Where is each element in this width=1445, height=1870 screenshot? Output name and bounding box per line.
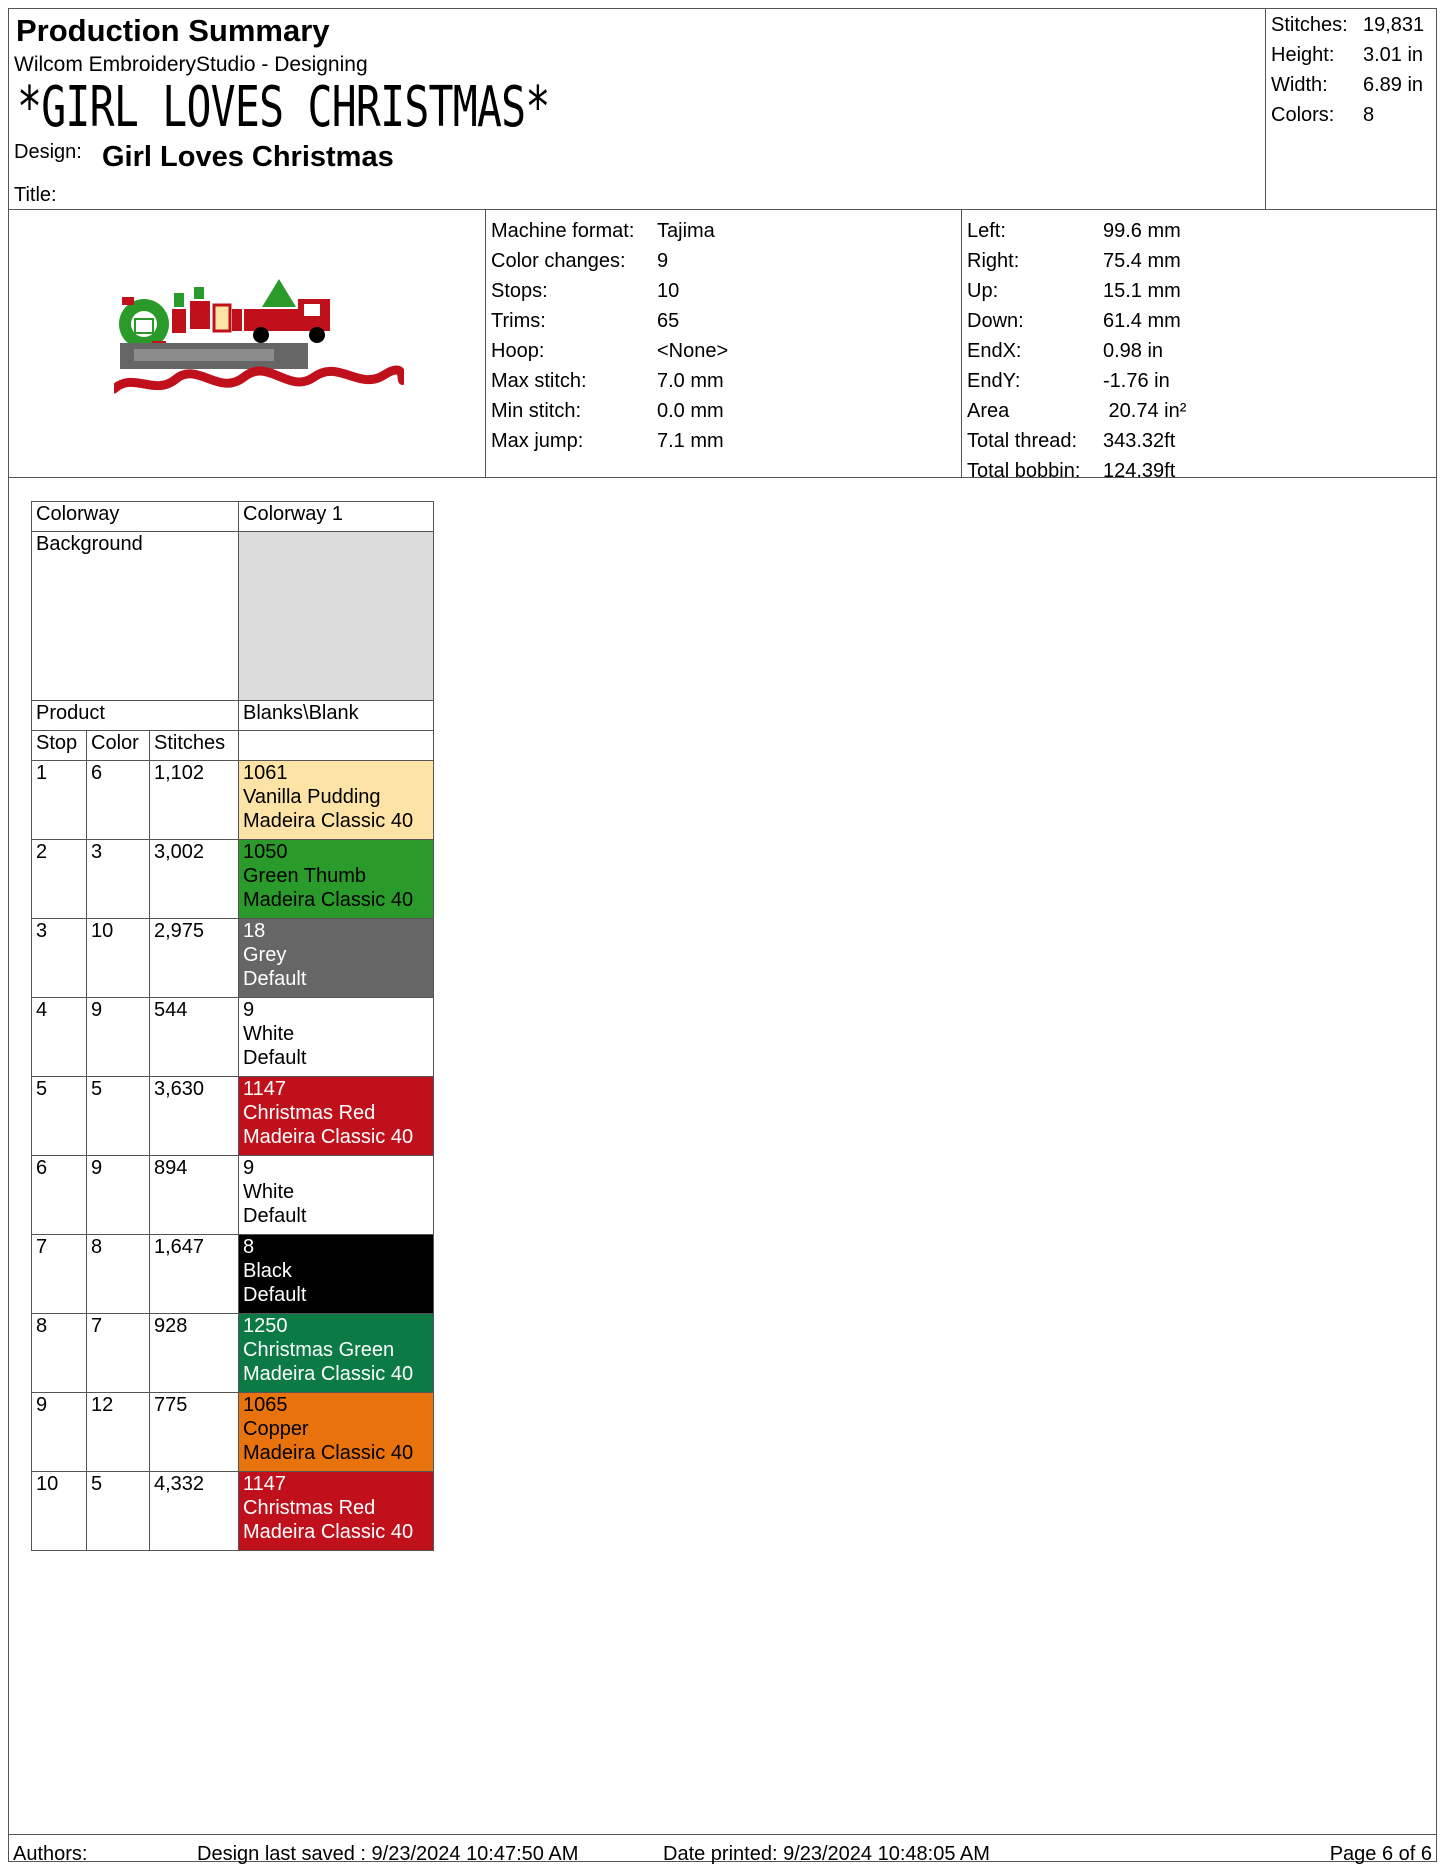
info-rule: [9, 477, 1436, 478]
thread-name: Black: [243, 1260, 292, 1282]
thread-code: 9: [243, 999, 255, 1021]
extent-row: Up: 15.1 mm: [967, 280, 1181, 302]
thread-name: Christmas Green: [243, 1339, 395, 1361]
column-header-color: Color: [87, 731, 150, 761]
color-cell: 5: [87, 1077, 150, 1156]
color-cell: 12: [87, 1393, 150, 1472]
stitches-cell: 3,630: [150, 1077, 239, 1156]
design-banner: *GIRL LOVES CHRISTMAS*: [17, 75, 550, 140]
thread-name: Christmas Red: [243, 1497, 376, 1519]
machine-row: Max stitch: 7.0 mm: [491, 370, 724, 392]
thread-swatch: [239, 1472, 434, 1551]
machine-row: Max jump: 7.1 mm: [491, 430, 724, 452]
color-cell: 6: [87, 761, 150, 840]
stitches-cell: 2,975: [150, 919, 239, 998]
thread-row: [32, 1472, 434, 1551]
thread-rows: [32, 761, 434, 1551]
colorway-label: Colorway: [32, 502, 239, 532]
column-header-thread: [239, 731, 434, 761]
color-cell: 7: [87, 1314, 150, 1393]
color-cell: 8: [87, 1235, 150, 1314]
thread-row: [32, 1156, 434, 1235]
color-cell: 5: [87, 1472, 150, 1551]
column-header-row: [32, 731, 434, 761]
application-name: Wilcom EmbroideryStudio - Designing: [14, 53, 368, 76]
stats-divider: [961, 209, 962, 477]
stitches-cell: 775: [150, 1393, 239, 1472]
thread-name: Vanilla Pudding: [243, 786, 381, 808]
stop-cell: 6: [32, 1156, 87, 1235]
stop-cell: 10: [32, 1472, 87, 1551]
thread-swatch: [239, 840, 434, 919]
stop-cell: 7: [32, 1235, 87, 1314]
column-header-stop: Stop: [32, 731, 87, 761]
stop-cell: 1: [32, 761, 87, 840]
extent-row: Total thread: 343.32ft: [967, 430, 1176, 452]
stop-cell: 9: [32, 1393, 87, 1472]
thread-brand: Default: [243, 968, 307, 990]
footer-authors: Authors:: [13, 1843, 88, 1865]
design-name: Girl Loves Christmas: [102, 141, 394, 173]
thread-code: 1147: [243, 1078, 287, 1100]
thread-brand: Madeira Classic 40: [243, 1521, 414, 1543]
extent-row: Left: 99.6 mm: [967, 220, 1181, 242]
colorway-name: Colorway 1: [239, 502, 434, 532]
thread-swatch: [239, 998, 434, 1077]
summary-block: [1271, 10, 1424, 130]
product-value: Blanks\Blank: [239, 701, 434, 731]
thread-brand: Madeira Classic 40: [243, 810, 414, 832]
thread-brand: Madeira Classic 40: [243, 1363, 414, 1385]
stop-cell: 3: [32, 919, 87, 998]
design-preview-image: [114, 279, 404, 419]
stitches-cell: 544: [150, 998, 239, 1077]
design-label: Design:: [14, 141, 82, 163]
extent-row: Right: 75.4 mm: [967, 250, 1181, 272]
preview-script: [114, 370, 404, 389]
thread-row: [32, 1235, 434, 1314]
thread-row: [32, 998, 434, 1077]
thread-name: White: [243, 1181, 295, 1203]
thread-row: [32, 761, 434, 840]
thread-brand: Default: [243, 1047, 307, 1069]
thread-code: 1147: [243, 1473, 287, 1495]
thread-swatch: [239, 761, 434, 840]
extent-row: EndY: -1.76 in: [967, 370, 1170, 392]
title-label: Title:: [14, 184, 57, 206]
stitches-cell: 1,102: [150, 761, 239, 840]
thread-code: 8: [243, 1236, 255, 1258]
machine-row: Stops: 10: [491, 280, 680, 302]
thread-code: 18: [243, 920, 266, 942]
stitches-cell: 894: [150, 1156, 239, 1235]
footer-rule: [9, 1834, 1436, 1835]
stop-cell: 2: [32, 840, 87, 919]
production-summary-page: [8, 8, 1437, 1865]
footer-date-printed: Date printed: 9/23/2024 10:48:05 AM: [663, 1843, 990, 1865]
extent-row: Area 20.74 in²: [967, 400, 1187, 422]
background-row: [32, 532, 434, 701]
color-cell: 9: [87, 998, 150, 1077]
thread-code: 1050: [243, 841, 288, 863]
machine-row: Hoop: <None>: [491, 340, 729, 362]
summary-row: Width: 6.89 in: [1271, 74, 1424, 96]
color-cell: 10: [87, 919, 150, 998]
thread-name: Grey: [243, 944, 287, 966]
colorway-table: [31, 501, 434, 1551]
summary-row: Stitches: 19,831: [1271, 14, 1425, 36]
machine-row: Color changes: 9: [491, 250, 669, 272]
machine-row: Min stitch: 0.0 mm: [491, 400, 724, 422]
footer-page-number: Page 6 of 6: [1329, 1843, 1432, 1865]
extent-row: EndX: 0.98 in: [967, 340, 1164, 362]
color-cell: 9: [87, 1156, 150, 1235]
colorway-row: [32, 502, 434, 532]
summary-row: Height: 3.01 in: [1271, 44, 1424, 66]
thread-swatch: [239, 1393, 434, 1472]
thread-row: [32, 919, 434, 998]
thread-code: 9: [243, 1157, 255, 1179]
thread-code: 1061: [243, 762, 288, 784]
thread-brand: Madeira Classic 40: [243, 1442, 414, 1464]
thread-row: [32, 1077, 434, 1156]
thread-row: [32, 1314, 434, 1393]
preview-tree: [262, 279, 296, 307]
background-swatch: [239, 532, 434, 701]
thread-row: [32, 1393, 434, 1472]
thread-brand: Default: [243, 1205, 307, 1227]
stop-cell: 4: [32, 998, 87, 1077]
preview-truck: [244, 309, 302, 331]
thread-name: Copper: [243, 1418, 309, 1440]
thread-brand: Default: [243, 1284, 307, 1306]
footer-last-saved: Design last saved : 9/23/2024 10:47:50 AM: [197, 1843, 579, 1865]
product-row: [32, 701, 434, 731]
extent-row: Total bobbin: 124.39ft: [967, 460, 1176, 482]
thread-code: 1250: [243, 1315, 288, 1337]
stop-cell: 8: [32, 1314, 87, 1393]
thread-name: White: [243, 1023, 295, 1045]
report-title: Production Summary: [16, 13, 330, 48]
preview-divider: [485, 209, 486, 477]
thread-swatch: [239, 1077, 434, 1156]
summary-row: Colors: 8: [1271, 104, 1375, 126]
thread-name: Green Thumb: [243, 865, 367, 887]
thread-brand: Madeira Classic 40: [243, 1126, 414, 1148]
machine-row: Trims: 65: [491, 310, 680, 332]
extents-stats: [967, 216, 1186, 486]
preview-ornament: [172, 309, 186, 333]
stitches-cell: 928: [150, 1314, 239, 1393]
summary-divider: [1265, 9, 1266, 209]
stitches-cell: 3,002: [150, 840, 239, 919]
extent-row: Down: 61.4 mm: [967, 310, 1181, 332]
header-rule: [9, 209, 1436, 210]
product-label: Product: [32, 701, 239, 731]
thread-swatch: [239, 1235, 434, 1314]
thread-name: Christmas Red: [243, 1102, 376, 1124]
column-header-stitches: Stitches: [150, 731, 239, 761]
thread-swatch: [239, 919, 434, 998]
stitches-cell: 4,332: [150, 1472, 239, 1551]
background-label: Background: [32, 532, 239, 701]
thread-swatch: [239, 1156, 434, 1235]
thread-code: 1065: [243, 1394, 288, 1416]
thread-row: [32, 840, 434, 919]
machine-row: Machine format: Tajima: [491, 220, 715, 242]
machine-stats: [491, 216, 728, 456]
stop-cell: 5: [32, 1077, 87, 1156]
thread-swatch: [239, 1314, 434, 1393]
color-cell: 3: [87, 840, 150, 919]
thread-brand: Madeira Classic 40: [243, 889, 414, 911]
stitches-cell: 1,647: [150, 1235, 239, 1314]
